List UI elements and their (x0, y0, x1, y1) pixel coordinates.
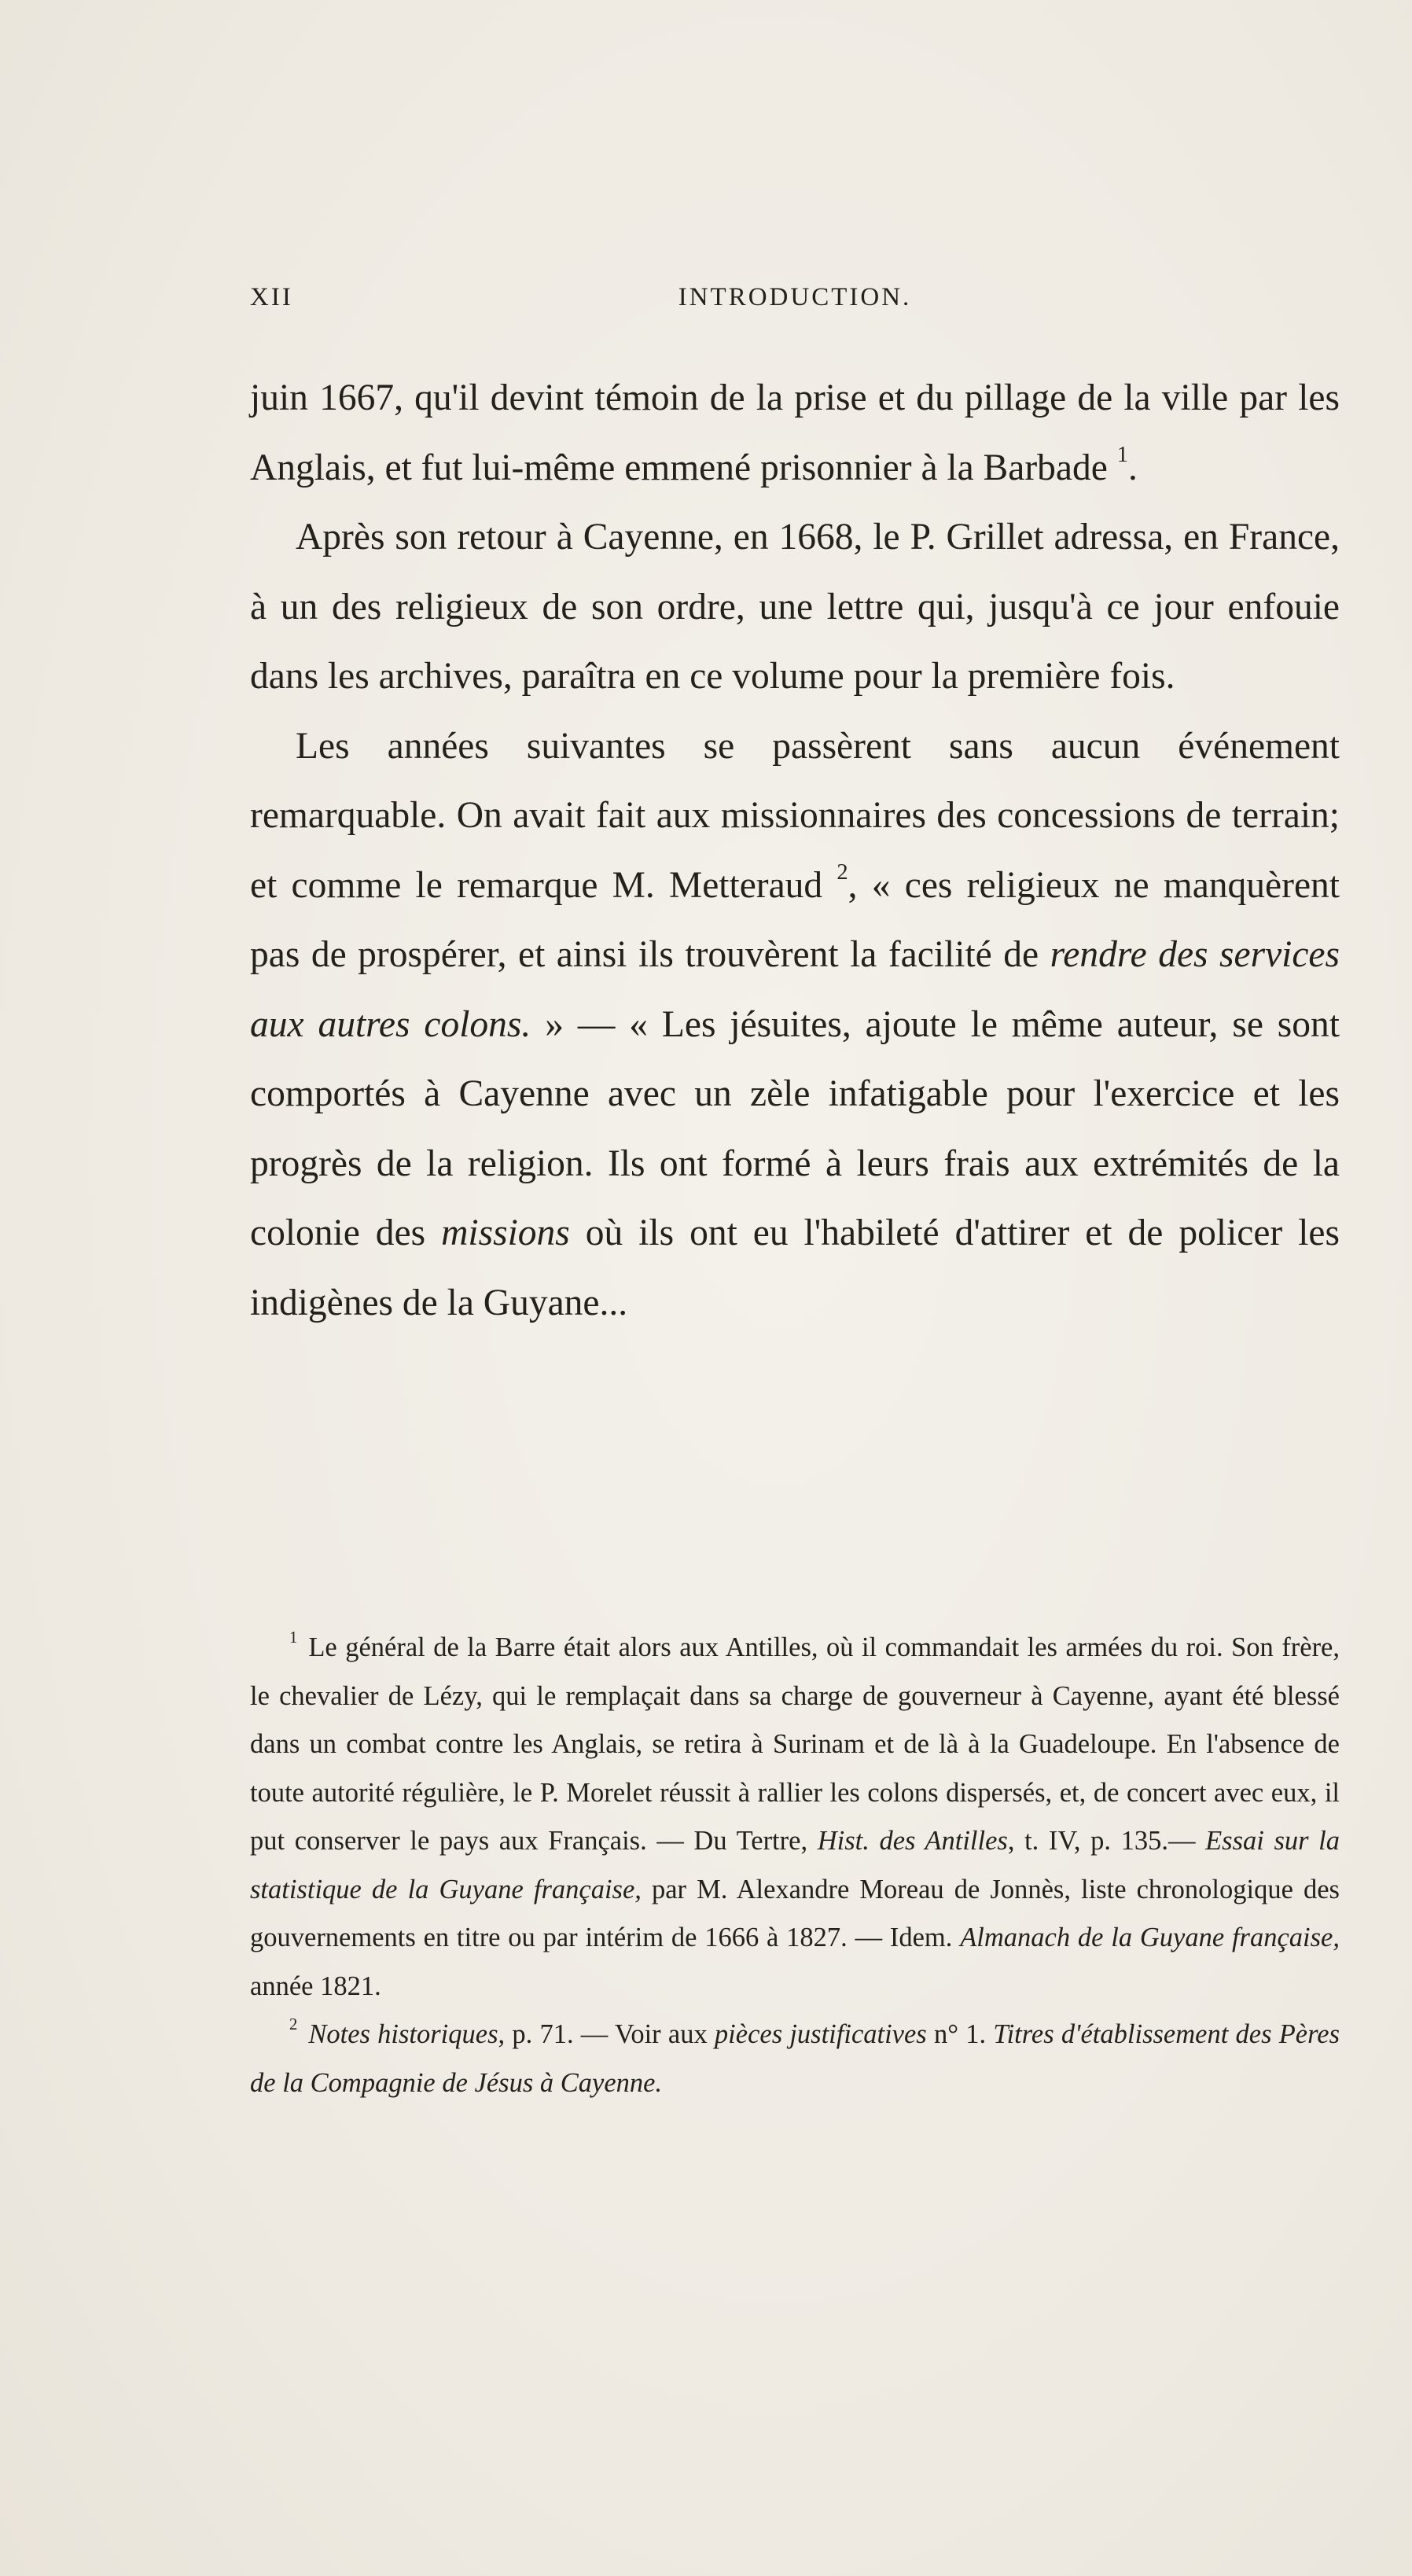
footnote-ref-1: 1 (1116, 442, 1128, 467)
footnote-2-italic1: Notes historiques (308, 2019, 498, 2049)
running-head (250, 283, 1340, 330)
paragraph-2: Après son retour à Cayenne, en 1668, le P. Grillet adressa, en France, à un des religieux de son ordre, une lettre qui, jusqu'à ce jour enfouie dans les archives, paraîtra en ce volume pour la première fois. (250, 517, 1340, 697)
paragraph-3 (250, 712, 1340, 1338)
main-text (250, 363, 1340, 1338)
paragraph-3-italic2: missions (441, 1213, 570, 1253)
paragraph-3-italic1: rendre des services aux autres colons. (250, 934, 1340, 1045)
paragraph-1 (250, 363, 1340, 502)
footnote-ref-2: 2 (837, 859, 848, 885)
footnote-1 (250, 1624, 1340, 2011)
running-title: INTRODUCTION. (678, 283, 912, 311)
page-number: XII (250, 283, 293, 311)
footnote-2 (250, 2011, 1340, 2107)
footnotes (250, 1624, 1340, 2107)
footnote-1-part2: , t. IV, p. 135.— (1007, 1826, 1206, 1856)
paragraph-3-part2: , « ces religieux ne manquèrent pas de prospérer, et ainsi ils trouvèrent la facilité de (250, 864, 1340, 975)
footnote-1-part3: par M. Alexandre Moreau de Jonnès, liste chronologique des gouvernements en titre ou par intérim de 1666 à 1827. — Idem. (250, 1874, 1340, 1952)
paragraph-3-part3: » — « Les jésuites, ajoute le même auteur, se sont comportés à Cayenne avec un zèle infatigable pour l'exercice et les progrès de la religion. Ils ont formé à leurs frais aux extrémités de la colonie des (250, 1003, 1340, 1253)
paragraph-1-end: . (1127, 447, 1138, 488)
footnote-1-italic3: Almanach de la Guyane française, (960, 1923, 1340, 1952)
footnote-1-italic2: Essai sur la statistique de la Guyane française, (250, 1826, 1340, 1904)
footnote-2-part2: n° 1. (926, 2019, 994, 2049)
paragraph-3-part1: Les années suivantes se passèrent sans aucun événement remarquable. On avait fait aux missionnaires des concessions de terrain; et comme le remarque M. Metteraud (250, 725, 1340, 906)
footnote-1-marker: 1 (289, 1629, 298, 1647)
paragraph-3-part4: où ils ont eu l'habileté d'attirer et de policer les indigènes de la Guyane... (250, 1213, 1340, 1323)
paragraph-1-text: juin 1667, qu'il devint témoin de la prise et du pillage de la ville par les Anglais, et fut lui-même emmené prisonnier à la Barbade (250, 377, 1340, 488)
footnote-2-italic2: pièces justificatives (714, 2019, 927, 2049)
footnote-1-part1: Le général de la Barre était alors aux Antilles, où il commandait les armées du roi. Son frère, le chevalier de Lézy, qui le remplaçait dans sa charge de gouverneur à Cayenne, ayant été blessé dans un combat contre les Anglais, se retira à Surinam et de là à la Guadeloupe. En l'absence de toute autorité régulière, le P. Morelet réussit à rallier les colons dispersés, et, de concert avec eux, il put conserver le pays aux Français. — Du Tertre, (250, 1632, 1340, 1856)
footnote-1-part4: année 1821. (250, 1971, 381, 2001)
footnote-2-marker: 2 (289, 2016, 298, 2034)
footnote-2-italic3: Titres d'établissement des Pères de la Compagnie de Jésus à Cayenne. (250, 2019, 1340, 2098)
footnote-1-italic1: Hist. des Antilles (817, 1826, 1008, 1856)
footnote-2-part1: , p. 71. — Voir aux (498, 2019, 715, 2049)
